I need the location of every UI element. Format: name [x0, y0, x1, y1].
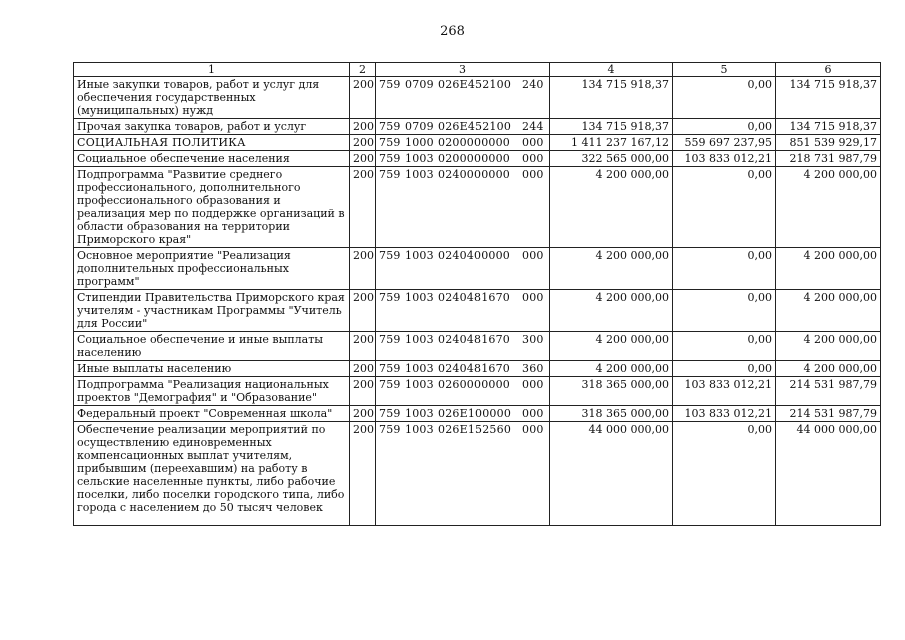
row-amount-6: 4 200 000,00: [776, 167, 881, 248]
row-classification: [376, 167, 550, 248]
row-amount-5: 0,00: [673, 290, 776, 332]
expense-type-code: 000: [522, 407, 544, 420]
table-row: [74, 119, 881, 135]
table-row: [74, 151, 881, 167]
row-name: Обеспечение реализации мероприятий по осуществлению единовременных компенсационных выплат учителям, прибывшим (переехавшим) на работу в сельские населенные пункты, либо рабочие поселки, либо поселки городского типа, либо города с населением до 50 тысяч человек: [74, 422, 350, 526]
grbs-code: 759: [379, 152, 401, 165]
row-classification: [376, 377, 550, 406]
section-code: 1003: [405, 378, 434, 391]
budget-table: [73, 62, 881, 526]
row-amount-4: 4 200 000,00: [550, 167, 673, 248]
row-amount-4: 4 200 000,00: [550, 248, 673, 290]
target-code: 026E452100: [438, 78, 512, 91]
expense-type-code: 000: [522, 168, 544, 181]
expense-type-code: 000: [522, 423, 544, 436]
section-code: 0709: [405, 120, 434, 133]
target-code: 0240000000: [438, 168, 510, 181]
row-amount-6: 44 000 000,00: [776, 422, 881, 526]
row-amount-5: 0,00: [673, 77, 776, 119]
section-code: 1003: [405, 249, 434, 262]
row-code: 200: [350, 422, 376, 526]
row-classification: [376, 406, 550, 422]
col-header-2: 2: [350, 63, 376, 77]
row-classification: [376, 361, 550, 377]
row-amount-6: 4 200 000,00: [776, 290, 881, 332]
row-name: Социальное обеспечение и иные выплаты населению: [74, 332, 350, 361]
row-amount-4: 318 365 000,00: [550, 406, 673, 422]
grbs-code: 759: [379, 362, 401, 375]
row-amount-4: 134 715 918,37: [550, 119, 673, 135]
row-name: Иные выплаты населению: [74, 361, 350, 377]
section-code: 0709: [405, 78, 434, 91]
grbs-code: 759: [379, 378, 401, 391]
row-code: 200: [350, 406, 376, 422]
grbs-code: 759: [379, 78, 401, 91]
row-name: Иные закупки товаров, работ и услуг для обеспечения государственных (муниципальных) нужд: [74, 77, 350, 119]
target-code: 026E152560: [438, 423, 512, 436]
row-amount-6: 214 531 987,79: [776, 377, 881, 406]
row-classification: [376, 248, 550, 290]
expense-type-code: 360: [522, 362, 544, 375]
row-code: 200: [350, 332, 376, 361]
target-code: 0260000000: [438, 378, 510, 391]
section-code: 1003: [405, 291, 434, 304]
grbs-code: 759: [379, 168, 401, 181]
row-code: 200: [350, 119, 376, 135]
row-name: Социальное обеспечение населения: [74, 151, 350, 167]
row-name: Подпрограмма "Развитие среднего профессионального, дополнительного профессионального образования и реализация мер по поддержке организаций в области образования на территории Приморского края": [74, 167, 350, 248]
table-row: [74, 361, 881, 377]
row-classification: [376, 332, 550, 361]
target-code: 0240481670: [438, 291, 510, 304]
row-amount-6: 4 200 000,00: [776, 361, 881, 377]
row-amount-5: 103 833 012,21: [673, 406, 776, 422]
row-code: 200: [350, 77, 376, 119]
grbs-code: 759: [379, 423, 401, 436]
row-classification: [376, 290, 550, 332]
col-header-6: 6: [776, 63, 881, 77]
section-code: 1003: [405, 152, 434, 165]
row-amount-5: 0,00: [673, 167, 776, 248]
section-code: 1003: [405, 423, 434, 436]
grbs-code: 759: [379, 333, 401, 346]
row-amount-5: 103 833 012,21: [673, 151, 776, 167]
table-row: [74, 406, 881, 422]
grbs-code: 759: [379, 291, 401, 304]
row-amount-6: 214 531 987,79: [776, 406, 881, 422]
table-header-row: [74, 63, 881, 77]
table-row: [74, 290, 881, 332]
row-name: Стипендии Правительства Приморского края учителям - участникам Программы "Учитель для России": [74, 290, 350, 332]
section-code: 1003: [405, 407, 434, 420]
expense-type-code: 000: [522, 291, 544, 304]
row-code: 200: [350, 135, 376, 151]
col-header-5: 5: [673, 63, 776, 77]
target-code: 026E452100: [438, 120, 512, 133]
row-amount-4: 318 365 000,00: [550, 377, 673, 406]
row-amount-6: 4 200 000,00: [776, 332, 881, 361]
table-row: [74, 77, 881, 119]
target-code: 026E100000: [438, 407, 512, 420]
row-code: 200: [350, 151, 376, 167]
expense-type-code: 000: [522, 378, 544, 391]
row-amount-4: 322 565 000,00: [550, 151, 673, 167]
row-amount-6: 851 539 929,17: [776, 135, 881, 151]
row-amount-4: 4 200 000,00: [550, 290, 673, 332]
col-header-3: 3: [376, 63, 550, 77]
target-code: 0240481670: [438, 362, 510, 375]
table-row: [74, 422, 881, 526]
table-row: [74, 135, 881, 151]
col-header-1: 1: [74, 63, 350, 77]
grbs-code: 759: [379, 249, 401, 262]
row-amount-6: 134 715 918,37: [776, 119, 881, 135]
section-code: 1003: [405, 168, 434, 181]
row-amount-5: 0,00: [673, 422, 776, 526]
row-amount-6: 134 715 918,37: [776, 77, 881, 119]
row-amount-5: 103 833 012,21: [673, 377, 776, 406]
section-code: 1003: [405, 362, 434, 375]
expense-type-code: 000: [522, 152, 544, 165]
expense-type-code: 000: [522, 249, 544, 262]
row-amount-4: 1 411 237 167,12: [550, 135, 673, 151]
expense-type-code: 300: [522, 333, 544, 346]
row-classification: [376, 135, 550, 151]
row-amount-4: 44 000 000,00: [550, 422, 673, 526]
row-amount-6: 218 731 987,79: [776, 151, 881, 167]
row-classification: [376, 422, 550, 526]
grbs-code: 759: [379, 120, 401, 133]
row-name: Подпрограмма "Реализация национальных проектов "Демография" и "Образование": [74, 377, 350, 406]
target-code: 0240481670: [438, 333, 510, 346]
table-row: [74, 332, 881, 361]
row-amount-5: 559 697 237,95: [673, 135, 776, 151]
table-row: [74, 167, 881, 248]
row-amount-5: 0,00: [673, 248, 776, 290]
target-code: 0200000000: [438, 152, 510, 165]
row-code: 200: [350, 377, 376, 406]
row-amount-5: 0,00: [673, 361, 776, 377]
row-amount-5: 0,00: [673, 332, 776, 361]
target-code: 0200000000: [438, 136, 510, 149]
expense-type-code: 244: [522, 120, 544, 133]
col-header-4: 4: [550, 63, 673, 77]
row-amount-5: 0,00: [673, 119, 776, 135]
grbs-code: 759: [379, 136, 401, 149]
row-name: СОЦИАЛЬНАЯ ПОЛИТИКА: [74, 135, 350, 151]
row-code: 200: [350, 361, 376, 377]
section-code: 1003: [405, 333, 434, 346]
row-name: Федеральный проект "Современная школа": [74, 406, 350, 422]
row-amount-4: 4 200 000,00: [550, 332, 673, 361]
row-name: Основное мероприятие "Реализация дополнительных профессиональных программ": [74, 248, 350, 290]
row-amount-6: 4 200 000,00: [776, 248, 881, 290]
table-row: [74, 377, 881, 406]
page-number: 268: [440, 24, 465, 39]
row-classification: [376, 77, 550, 119]
row-amount-4: 4 200 000,00: [550, 361, 673, 377]
target-code: 0240400000: [438, 249, 510, 262]
row-amount-4: 134 715 918,37: [550, 77, 673, 119]
grbs-code: 759: [379, 407, 401, 420]
row-classification: [376, 151, 550, 167]
row-code: 200: [350, 290, 376, 332]
row-name: Прочая закупка товаров, работ и услуг: [74, 119, 350, 135]
row-classification: [376, 119, 550, 135]
expense-type-code: 000: [522, 136, 544, 149]
section-code: 1000: [405, 136, 434, 149]
row-code: 200: [350, 167, 376, 248]
table-row: [74, 248, 881, 290]
row-code: 200: [350, 248, 376, 290]
expense-type-code: 240: [522, 78, 544, 91]
